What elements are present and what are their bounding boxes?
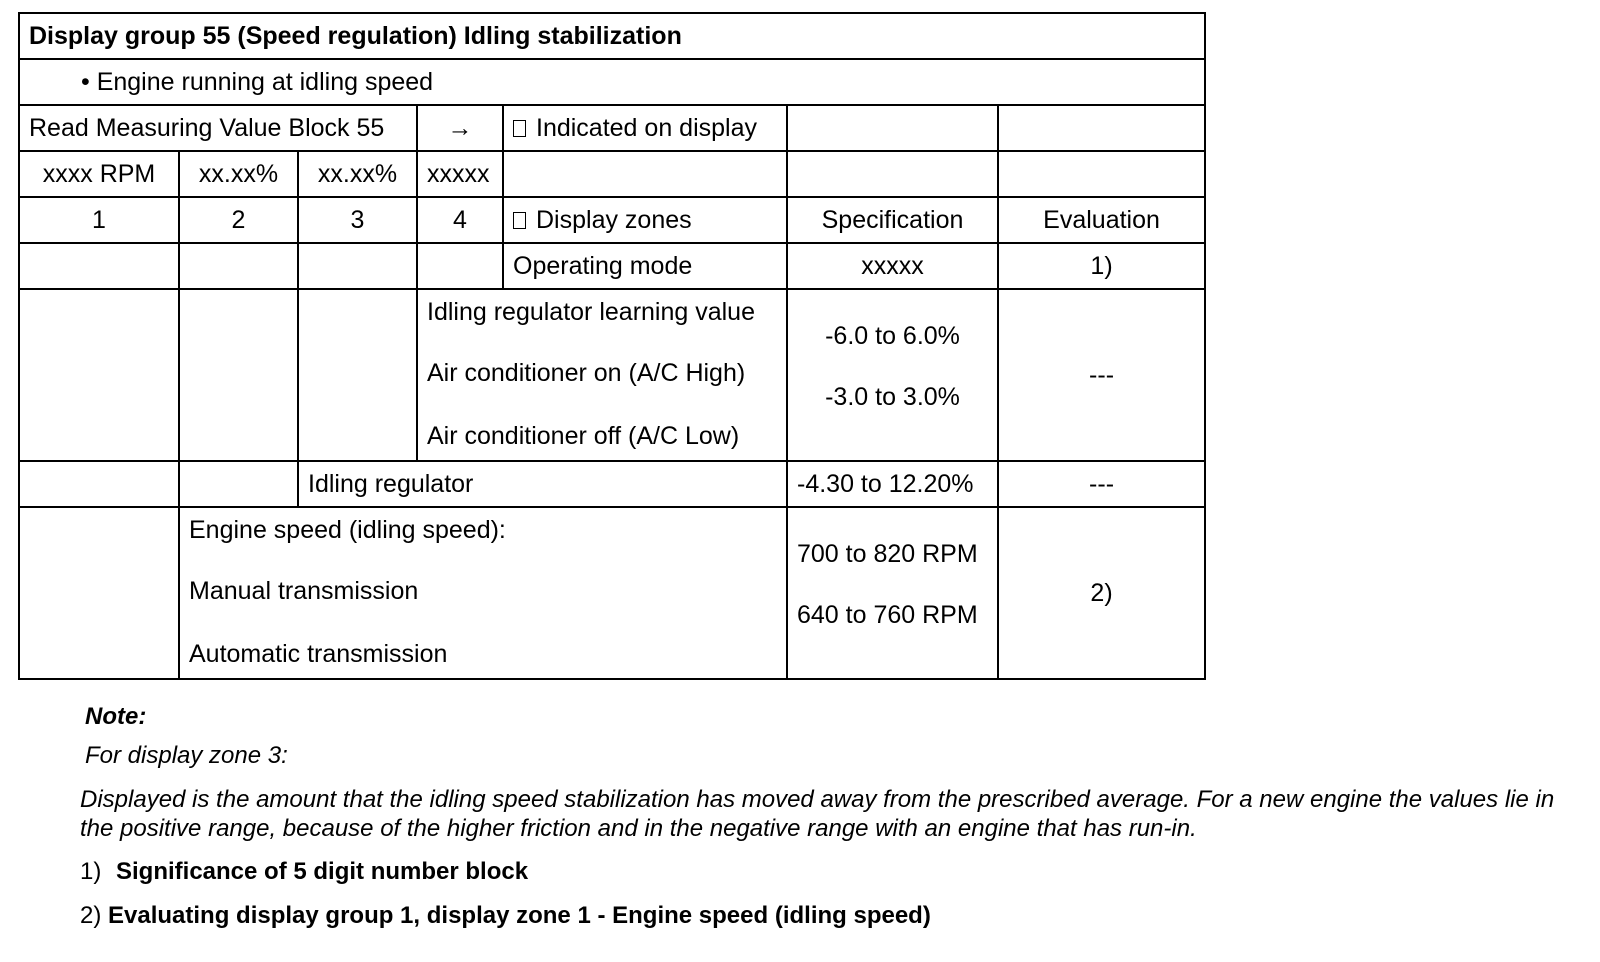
value-zone-3: xx.xx% bbox=[298, 151, 417, 197]
indicated-on-display: Indicated on display bbox=[503, 105, 787, 151]
note-body: Displayed is the amount that the idling speed stabilization has moved away from the prescribed average. For a new engine the values lie in the positive range, because of the higher friction and in the negative range with an engine that has run-in. bbox=[80, 786, 1555, 842]
arrow-icon: → bbox=[417, 105, 503, 151]
operating-mode-eval: 1) bbox=[998, 243, 1205, 289]
title-row bbox=[19, 13, 1205, 59]
measuring-value-table bbox=[18, 12, 1206, 680]
read-block-row bbox=[19, 105, 1205, 151]
engine-speed-labels: Engine speed (idling speed): Manual transmission Automatic transmission bbox=[179, 507, 787, 679]
value-zone-2: xx.xx% bbox=[179, 151, 298, 197]
read-block-label: Read Measuring Value Block 55 bbox=[19, 105, 417, 151]
learning-value-labels: Idling regulator learning value Air conditioner on (A/C High) Air conditioner off (A/C Low) bbox=[417, 289, 787, 461]
footnote-text: Significance of 5 digit number block bbox=[116, 858, 529, 885]
operating-mode-row bbox=[19, 243, 1205, 289]
value-zone-4: xxxxx bbox=[417, 151, 503, 197]
operating-mode-spec: xxxxx bbox=[787, 243, 998, 289]
zone-number-4: 4 bbox=[417, 197, 503, 243]
footnote-text: Evaluating display group 1, display zone 1 - Engine speed (idling speed) bbox=[108, 902, 931, 929]
footnote-number: 2) bbox=[80, 902, 102, 929]
note-title: Note: bbox=[85, 703, 147, 730]
idling-regulator-row bbox=[19, 461, 1205, 507]
checkbox-square-icon bbox=[513, 212, 526, 229]
idling-regulator-spec: -4.30 to 12.20% bbox=[787, 461, 998, 507]
checkbox-square-icon bbox=[513, 120, 526, 137]
idling-regulator-eval: --- bbox=[998, 461, 1205, 507]
notes-section bbox=[80, 702, 1580, 931]
zone-number-1: 1 bbox=[19, 197, 179, 243]
display-zones-header: Display zones bbox=[503, 197, 787, 243]
learning-value-eval: --- bbox=[998, 289, 1205, 461]
engine-speed-specs: 700 to 820 RPM 640 to 760 RPM bbox=[787, 507, 998, 679]
footnote-2 bbox=[80, 901, 1580, 931]
condition-row bbox=[19, 59, 1205, 105]
evaluation-header: Evaluation bbox=[998, 197, 1205, 243]
footnote-1 bbox=[80, 857, 1580, 887]
footnote-number: 1) bbox=[80, 858, 102, 885]
zones-header-row bbox=[19, 197, 1205, 243]
learning-value-specs: -6.0 to 6.0% -3.0 to 3.0% bbox=[787, 289, 998, 461]
zone-number-2: 2 bbox=[179, 197, 298, 243]
learning-value-row bbox=[19, 289, 1205, 461]
values-row bbox=[19, 151, 1205, 197]
specification-header: Specification bbox=[787, 197, 998, 243]
table-title: Display group 55 (Speed regulation) Idling stabilization bbox=[19, 13, 1205, 59]
idling-regulator-label: Idling regulator bbox=[298, 461, 787, 507]
operating-mode-label: Operating mode bbox=[503, 243, 787, 289]
test-condition: • Engine running at idling speed bbox=[81, 68, 434, 96]
engine-speed-eval: 2) bbox=[998, 507, 1205, 679]
zone-number-3: 3 bbox=[298, 197, 417, 243]
engine-speed-row bbox=[19, 507, 1205, 679]
note-subtitle: For display zone 3: bbox=[85, 742, 288, 769]
value-zone-1: xxxx RPM bbox=[19, 151, 179, 197]
